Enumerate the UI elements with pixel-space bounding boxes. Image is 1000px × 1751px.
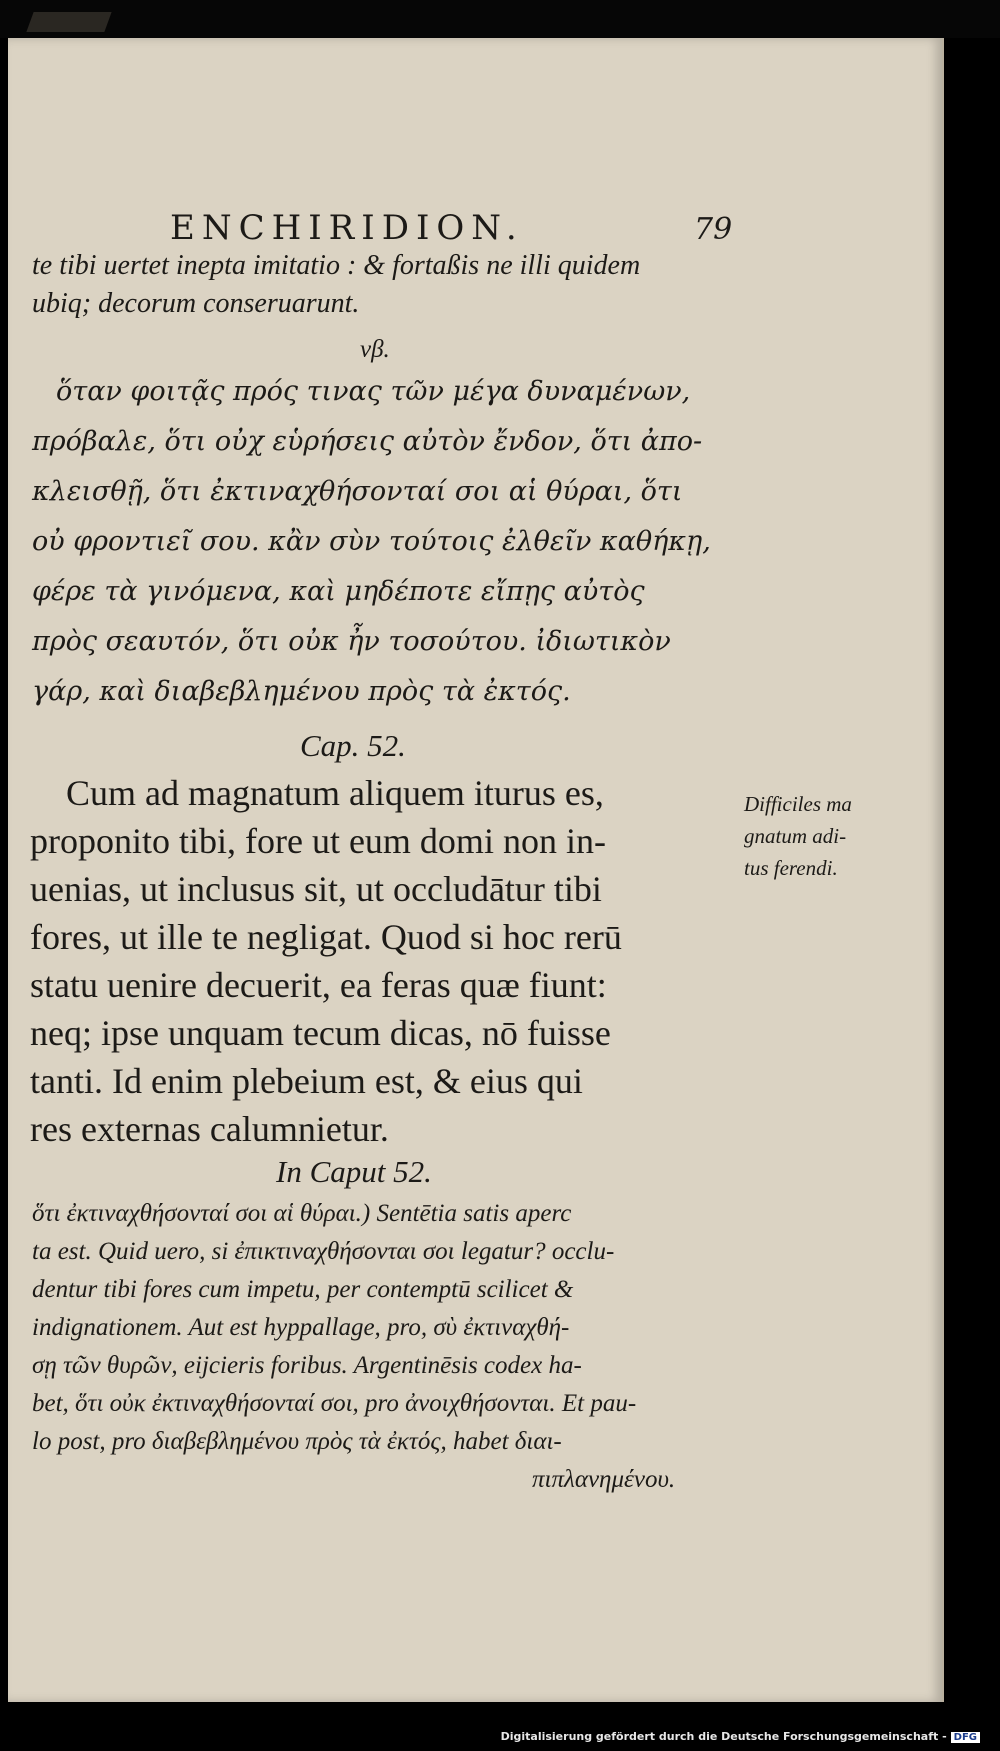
latin-line: uenias, ut inclusus sit, ut occludātur tibi — [30, 869, 602, 909]
commentary-line: bet, ὅτι οὐκ ἐκτιναχθήσονταί σοι, pro ἀνοιχθήσονται. Et pau- — [32, 1390, 637, 1417]
page-tab — [26, 12, 111, 32]
latin-line: proponito tibi, fore ut eum domi non in- — [30, 821, 606, 861]
running-header: ENCHIRIDION. — [170, 208, 524, 248]
greek-section-number: νβ. — [360, 336, 390, 363]
text-line: ubiq; decorum conseruarunt. — [32, 288, 360, 319]
latin-line: Cum ad magnatum aliquem iturus es, — [66, 773, 604, 813]
greek-line: πρὸς σεαυτόν, ὅτι οὐκ ἦν τοσούτου. ἰδιωτικὸν — [32, 626, 671, 657]
commentary-heading: In Caput 52. — [276, 1154, 432, 1189]
top-dark-strip — [0, 0, 1000, 38]
text-line: te tibi uertet inepta imitatio : & fortaßis ne illi quidem — [32, 250, 641, 281]
latin-line: fores, ut ille te negligat. Quod si hoc rerū — [30, 917, 622, 957]
book-page — [8, 38, 944, 1702]
commentary-line: dentur tibi fores cum impetu, per contemptū scilicet & — [32, 1276, 574, 1303]
greek-line: πρόβαλε, ὅτι οὐχ εὑρήσεις αὐτὸν ἔνδον, ὅτι ἀπο- — [32, 426, 703, 457]
greek-line: ὅταν φοιτᾷς πρός τινας τῶν μέγα δυναμένων, — [56, 376, 691, 407]
dfg-logo: DFG — [951, 1732, 980, 1743]
latin-line: neq; ipse unquam tecum dicas, nō fuisse — [30, 1013, 611, 1053]
commentary-line: ta est. Quid uero, si ἐπικτιναχθήσονται σοι legatur? occlu- — [32, 1238, 615, 1265]
commentary-line: ὅτι ἐκτιναχθήσονταί σοι αἱ θύραι.) Sentētia satis aperc — [32, 1200, 572, 1227]
latin-line: statu uenire decuerit, ea feras quæ fiunt: — [30, 965, 607, 1005]
commentary-line: indignationem. Aut est hyppallage, pro, σὺ ἐκτιναχθή- — [32, 1314, 570, 1341]
greek-line: φέρε τὰ γινόμενα, καὶ μηδέποτε εἴπῃς αὐτὸς — [32, 576, 645, 607]
greek-line: γάρ, καὶ διαβεβλημένου πρὸς τὰ ἐκτός. — [32, 676, 571, 707]
greek-line: κλεισθῇ, ὅτι ἐκτιναχθήσονταί σοι αἱ θύραι, ὅτι — [32, 476, 683, 507]
commentary-line: lo post, pro διαβεβλημένου πρὸς τὰ ἐκτός, habet διαι- — [32, 1428, 562, 1455]
commentary-line: πιπλανημένου. — [532, 1466, 676, 1493]
chapter-heading: Cap. 52. — [300, 728, 406, 763]
digitization-footer — [501, 1730, 980, 1743]
page-number: 79 — [694, 212, 733, 247]
commentary-line: σῃ τῶν θυρῶν, eijcieris foribus. Argentinēsis codex ha- — [32, 1352, 582, 1379]
latin-line: res externas calumnietur. — [30, 1109, 389, 1149]
marginal-note-line: gnatum adi- — [744, 824, 847, 848]
latin-line: tanti. Id enim plebeium est, & eius qui — [30, 1061, 583, 1101]
marginal-note-line: tus ferendi. — [744, 856, 838, 880]
footer-text: Digitalisierung gefördert durch die Deutsche Forschungsgemeinschaft - — [500, 1730, 947, 1743]
greek-line: οὐ φροντιεῖ σου. κἂν σὺν τούτοις ἐλθεῖν καθήκῃ, — [32, 526, 711, 557]
marginal-note-line: Difficiles ma — [744, 792, 852, 816]
